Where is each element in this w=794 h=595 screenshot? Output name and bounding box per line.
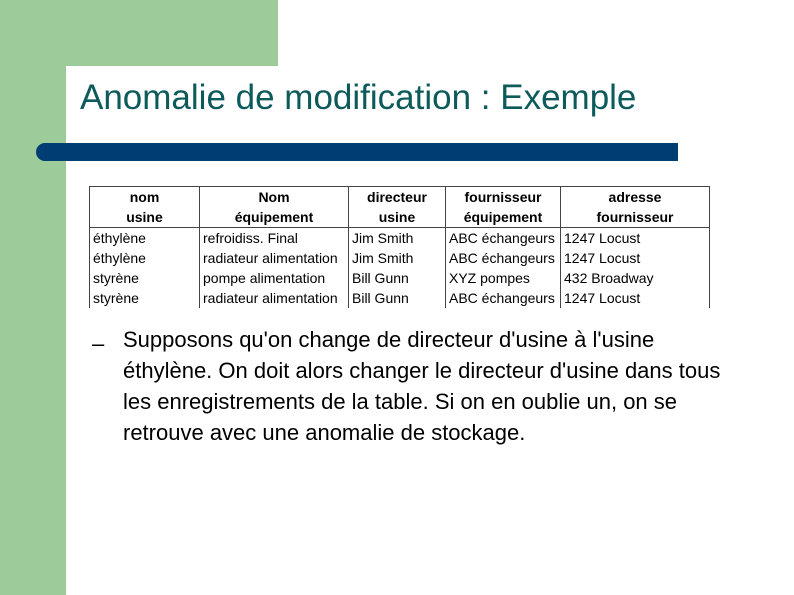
cell-directeur-usine: Jim Smith [349,248,446,268]
table-row [90,268,710,288]
cell-nom-usine: éthylène [90,248,200,268]
cell-directeur-usine: Bill Gunn [349,288,446,308]
table-header-row [90,187,710,228]
header-nom-equipement: Nom équipement [200,187,349,228]
table-row [90,228,710,249]
cell-nom-equipement: radiateur alimentation [200,288,349,308]
cell-adresse-fournisseur: 1247 Locust [561,228,710,249]
header-adresse-fournisseur: adresse fournisseur [561,187,710,228]
cell-directeur-usine: Jim Smith [349,228,446,249]
cell-fournisseur-equipement: ABC échangeurs [446,248,561,268]
decorative-green-sidebar [0,0,66,595]
cell-nom-equipement: refroidiss. Final [200,228,349,249]
header-directeur-usine: directeur usine [349,187,446,228]
cell-directeur-usine: Bill Gunn [349,268,446,288]
slide-title: Anomalie de modification : Exemple [80,78,637,117]
cell-nom-usine: styrène [90,268,200,288]
cell-nom-usine: styrène [90,288,200,308]
usine-table [89,186,710,308]
bullet-dash-marker: – [92,331,105,356]
table-row [90,248,710,268]
cell-nom-equipement: pompe alimentation [200,268,349,288]
title-underline-bar [36,143,678,161]
cell-fournisseur-equipement: XYZ pompes [446,268,561,288]
header-nom-usine: nom usine [90,187,200,228]
cell-fournisseur-equipement: ABC échangeurs [446,228,561,249]
cell-adresse-fournisseur: 432 Broadway [561,268,710,288]
cell-nom-equipement: radiateur alimentation [200,248,349,268]
cell-fournisseur-equipement: ABC échangeurs [446,288,561,308]
table-row [90,288,710,308]
cell-nom-usine: éthylène [90,228,200,249]
bullet-text: Supposons qu'on change de directeur d'usine à l'usine éthylène. On doit alors changer le directeur d'usine dans tous les enregistrements de la table. Si on en oublie un, on se retrouve avec une anomalie de stockage. [123,327,721,445]
cell-adresse-fournisseur: 1247 Locust [561,248,710,268]
decorative-green-top-band [0,0,278,66]
header-fournisseur-equipement: fournisseur équipement [446,187,561,228]
cell-adresse-fournisseur: 1247 Locust [561,288,710,308]
